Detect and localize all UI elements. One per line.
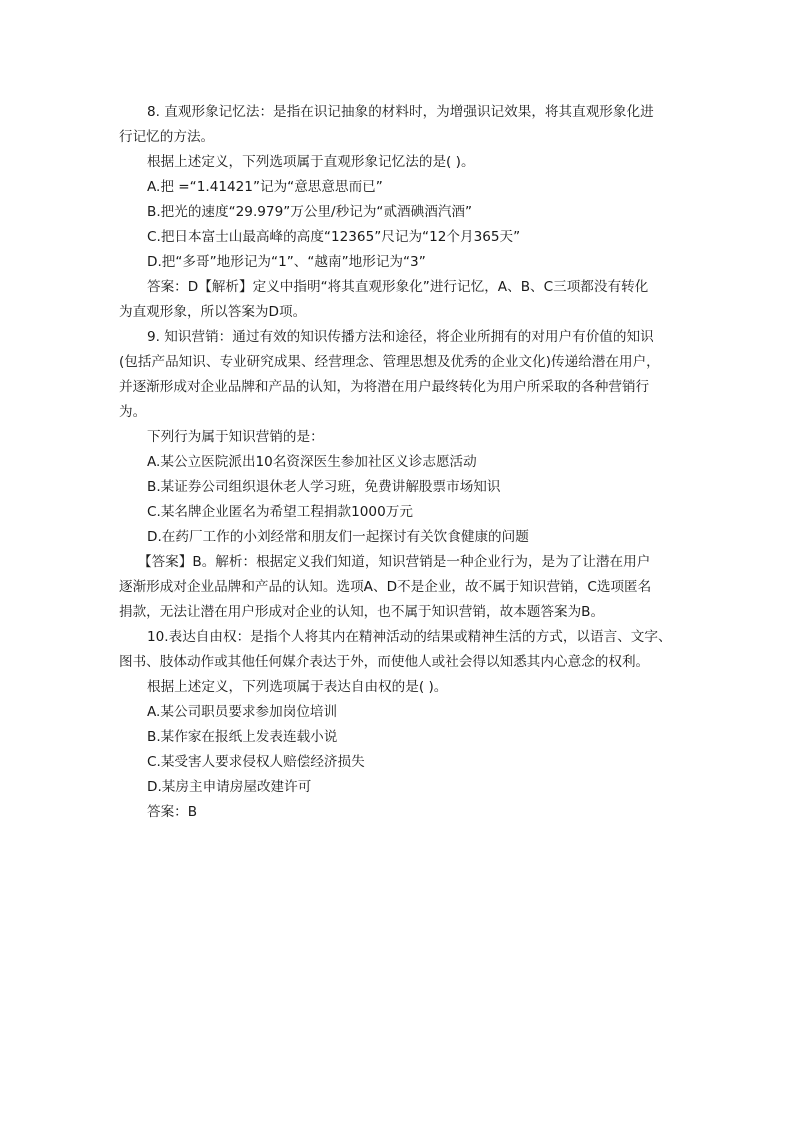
text-line: 答案：B — [147, 804, 198, 820]
text-line: C.把日本富士山最高峰的高度“12365”尺记为“12个月365天” — [147, 229, 521, 245]
text-line: 答案：D【解析】定义中指明“将其直观形象化”进行记忆，A、B、C三项都没有转化 — [147, 279, 649, 295]
text-line: 捐款，无法让潜在用户形成对企业的认知，也不属于知识营销，故本题答案为B。 — [119, 604, 605, 620]
text-line: D.把“多哥”地形记为“1”、“越南”地形记为“3” — [147, 254, 426, 270]
text-line: 逐渐形成对企业品牌和产品的认知。选项A、D不是企业，故不属于知识营销，C选项匿名 — [119, 579, 652, 595]
document-body — [119, 100, 679, 825]
text-line: A.某公立医院派出10名资深医生参加社区义诊志愿活动 — [147, 454, 477, 470]
text-line: 为。 — [119, 404, 147, 420]
text-line: 根据上述定义，下列选项属于直观形象记忆法的是( )。 — [147, 154, 475, 170]
text-line: B.把光的速度“29.979”万公里/秒记为“贰酒碘酒汽酒” — [147, 204, 473, 220]
text-line: D.某房主申请房屋改建许可 — [147, 779, 312, 795]
text-line: 【答案】B。解析：根据定义我们知道，知识营销是一种企业行为，是为了让潜在用户 — [138, 554, 651, 570]
text-line: A.把 =“1.41421”记为“意思意思而已” — [147, 179, 383, 195]
text-line: 为直观形象，所以答案为D项。 — [119, 304, 307, 320]
text-line: 根据上述定义，下列选项属于表达自由权的是( )。 — [147, 679, 448, 695]
text-line: 8. 直观形象记忆法：是指在识记抽象的材料时，为增强识记效果，将其直观形象化进 — [147, 104, 654, 120]
text-line: 并逐渐形成对企业品牌和产品的认知，为将潜在用户最终转化为用户所采取的各种营销行 — [119, 379, 650, 395]
text-line: C.某受害人要求侵权人赔偿经济损失 — [147, 754, 365, 770]
text-line: B.某作家在报纸上发表连载小说 — [147, 729, 338, 745]
text-line: (包括产品知识、专业研究成果、经营理念、管理思想及优秀的企业文化)传递给潜在用户， — [119, 354, 660, 370]
text-line: 行记忆的方法。 — [119, 129, 215, 145]
text-line: C.某名牌企业匿名为希望工程捐款1000万元 — [147, 504, 413, 520]
text-line: 图书、肢体动作或其他任何媒介表达于外，而使他人或社会得以知悉其内心意念的权利。 — [119, 654, 650, 670]
text-line: B.某证券公司组织退休老人学习班，免费讲解股票市场知识 — [147, 479, 501, 495]
text-line: D.在药厂工作的小刘经常和朋友们一起探讨有关饮食健康的问题 — [147, 529, 529, 545]
text-line: 10.表达自由权：是指个人将其内在精神活动的结果或精神生活的方式，以语言、文字、 — [147, 629, 672, 645]
text-line: A.某公司职员要求参加岗位培训 — [147, 704, 338, 720]
text-line: 下列行为属于知识营销的是： — [147, 429, 324, 445]
text-line: 9. 知识营销：通过有效的知识传播方法和途径，将企业所拥有的对用户有价值的知识 — [147, 329, 654, 345]
